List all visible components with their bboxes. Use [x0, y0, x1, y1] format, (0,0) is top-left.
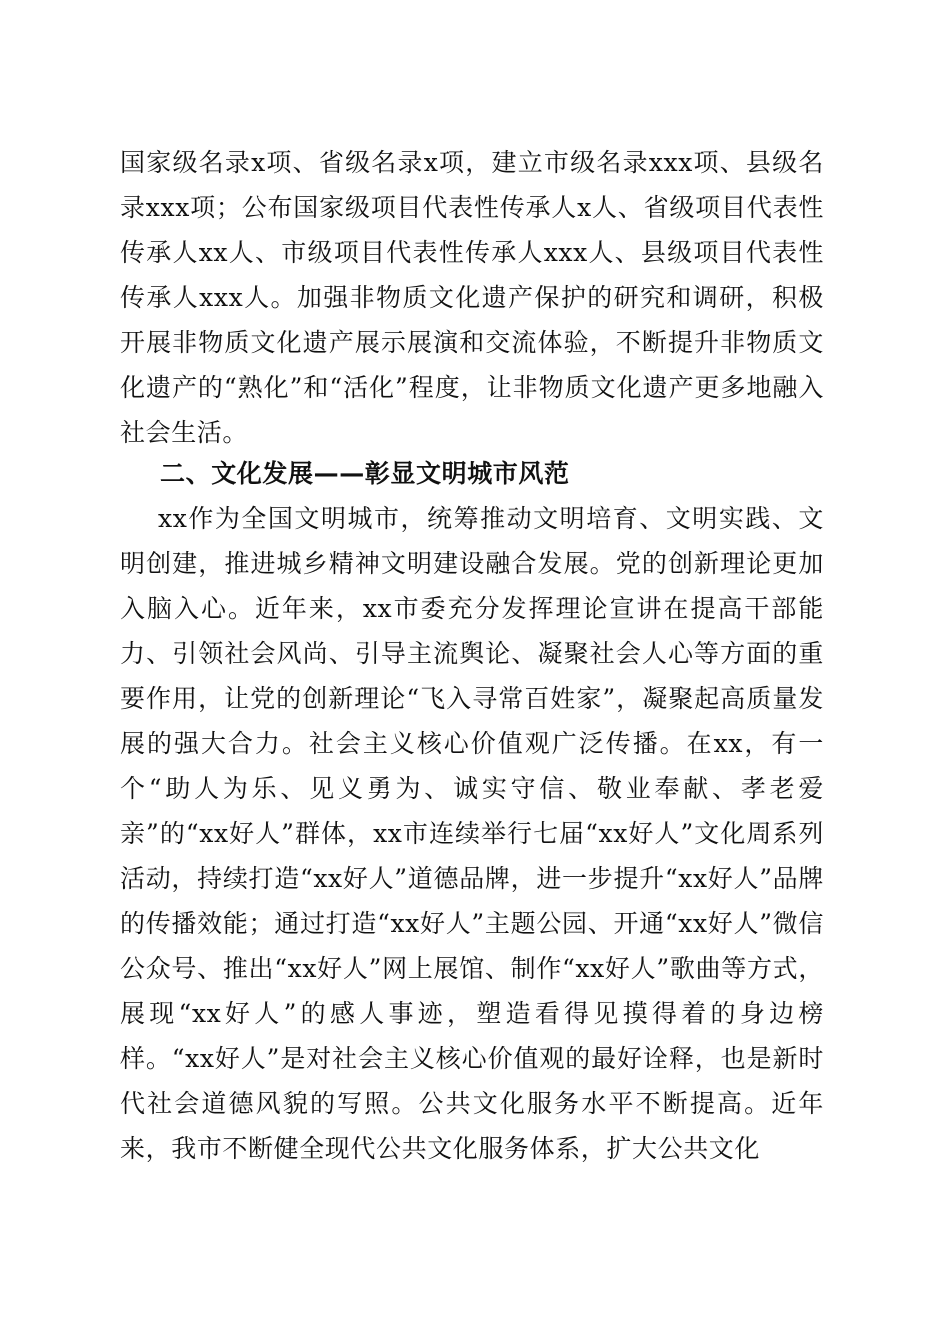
section-heading: 二、文化发展——彰显文明城市风范 [160, 459, 570, 488]
body-paragraph-civilized-city: xx作为全国文明城市，统筹推动文明培育、文明实践、文明创建，推进城乡精神文明建设融合发展。党的创新理论更加入脑入心。近年来，xx市委充分发挥理论宣讲在提高干部能力、引领社会风尚、引导主流舆论、凝聚社会人心等方面的重要作用，让党的创新理论“飞入寻常百姓家”，凝聚起高质量发展的强大合力。社会主义核心价值观广泛传播。在xx，有一个“助人为乐、见义勇为、诚实守信、敬业奉献、孝老爱亲”的“xx好人”群体，xx市连续举行七届“xx好人”文化周系列活动，持续打造“xx好人”道德品牌，进一步提升“xx好人”品牌的传播效能；通过打造“xx好人”主题公园、开通“xx好人”微信公众号、推出“xx好人”网上展馆、制作“xx好人”歌曲等方式，展现“xx好人”的感人事迹，塑造看得见摸得着的身边榜样。“xx好人”是对社会主义核心价值观的最好诠释，也是新时代社会道德风貌的写照。公共文化服务水平不断提高。近年来，我市不断健全现代公共文化服务体系，扩大公共文化 [120, 504, 824, 1163]
body-paragraph-intangible-heritage: 国家级名录x项、省级名录x项，建立市级名录xxx项、县级名录xxx项；公布国家级项目代表性传承人x人、省级项目代表性传承人xx人、市级项目代表性传承人xxx人、县级项目代表性传承人xxx人。加强非物质文化遗产保护的研究和调研，积极开展非物质文化遗产展示展演和交流体验，不断提升非物质文化遗产的“熟化”和“活化”程度，让非物质文化遗产更多地融入社会生活。 [120, 148, 824, 447]
